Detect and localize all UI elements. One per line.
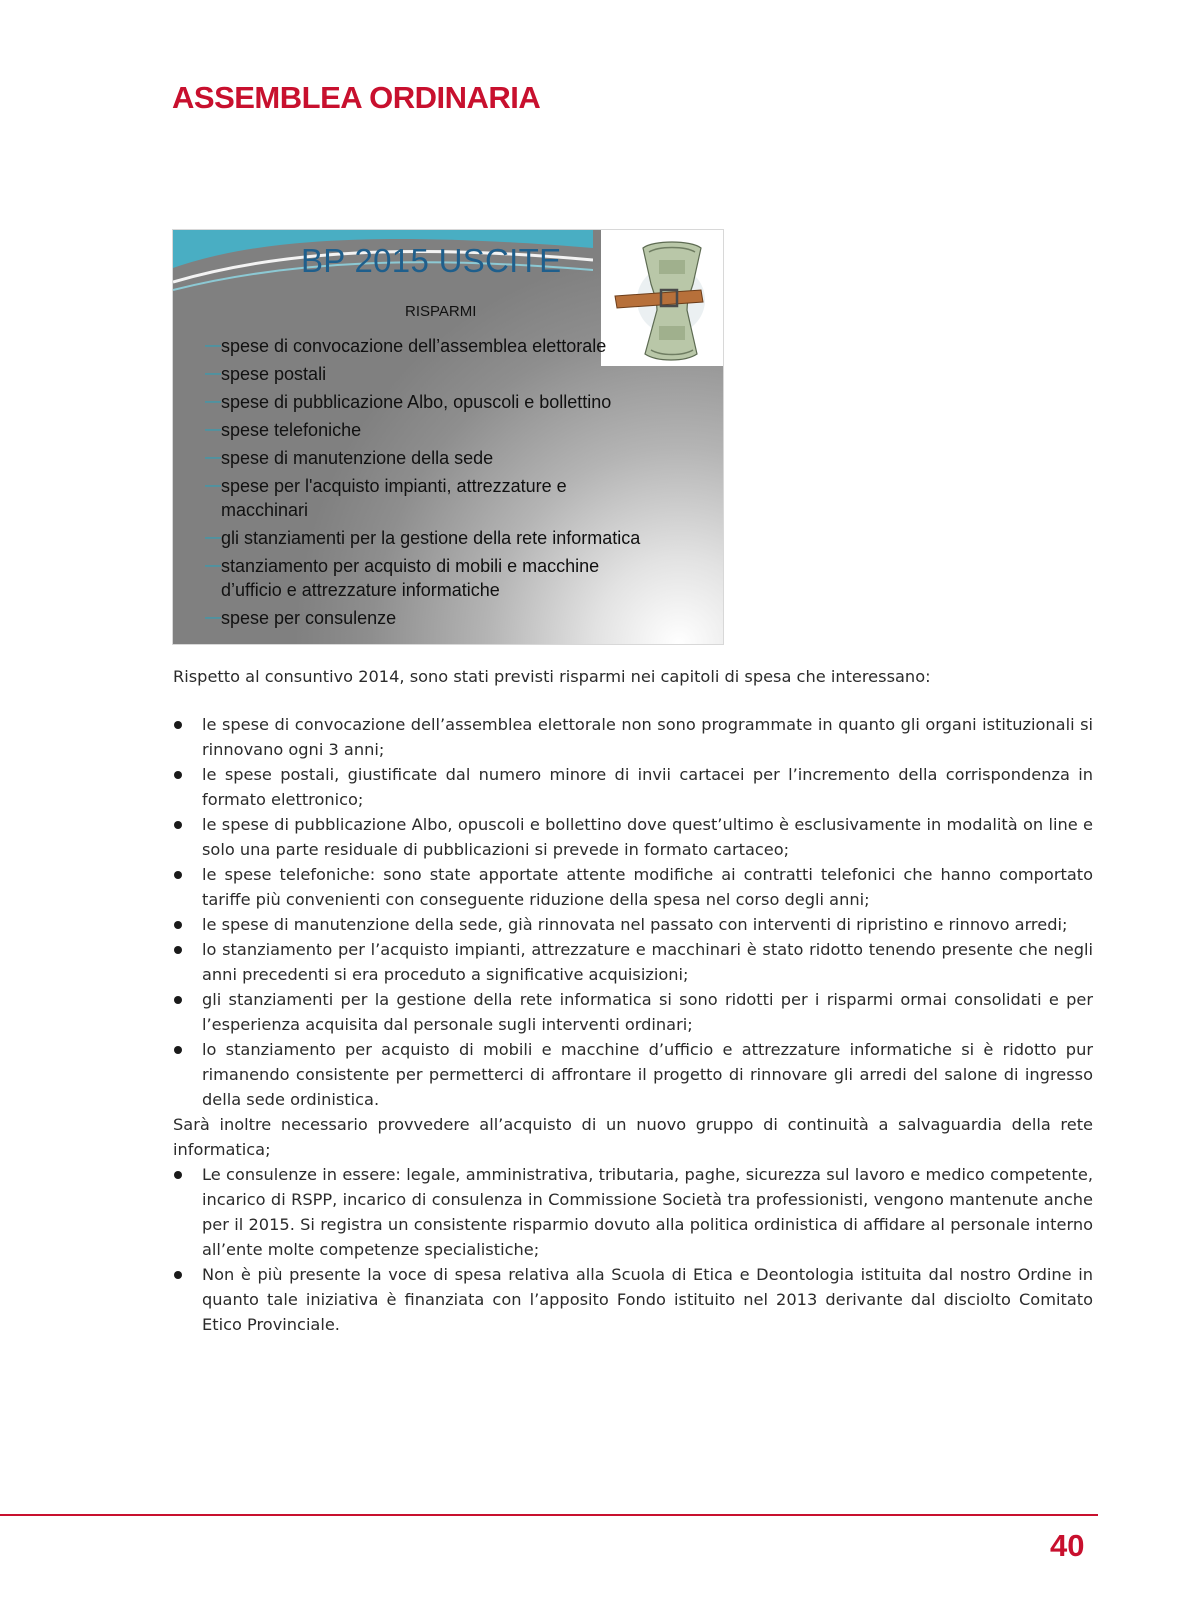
bullet-dot-icon [174,921,182,929]
dash-bullet-icon: — [205,609,221,626]
list-item: le spese telefoniche: sono state apportate attente modifiche ai contratti telefonici che hanno comportato tariffe più convenienti con conseguente riduzione della spesa nel corso degli anni; [173,862,1093,912]
body-text [173,664,1093,1337]
dash-bullet-icon: — [205,557,221,574]
slide-bullet-list [205,334,715,634]
list-item: Non è più presente la voce di spesa relativa alla Scuola di Etica e Deontologia istituita dal nostro Ordine in quanto tale iniziativa è finanziata con l’apposito Fondo istituito nel 2013 derivante dal disciolto Comitato Etico Provinciale. [173,1262,1093,1337]
bullet-dot-icon [174,1171,182,1179]
list-item: le spese postali, giustificate dal numero minore di invii cartacei per l’incremento della corrispondenza in formato elettronico; [173,762,1093,812]
bullet-dot-icon [174,1271,182,1279]
dash-bullet-icon: — [205,337,221,354]
slide-list-item: — spese postali [205,364,327,384]
footer-divider [0,1514,1098,1516]
dash-bullet-icon: — [205,529,221,546]
list-item: lo stanziamento per l’acquisto impianti, attrezzature e macchinari è stato ridotto tenendo presente che negli anni precedenti si era proceduto a significative acquisizioni; [173,937,1093,987]
bullet-dot-icon [174,821,182,829]
presentation-slide-image [173,230,723,644]
bullet-dot-icon [174,721,182,729]
consulting-bullet-list [173,1162,1093,1337]
slide-list-item: — stanziamento per acquisto di mobili e macchine d’ufficio e attrezzature informatiche [205,556,600,600]
slide-list-item: — spese per consulenze [205,608,397,628]
dash-bullet-icon: — [205,365,221,382]
bullet-dot-icon [174,996,182,1004]
ups-paragraph: Sarà inoltre necessario provvedere all’acquisto di un nuovo gruppo di continuità a salvaguardia della rete informatica; [173,1115,1093,1159]
list-item: le spese di pubblicazione Albo, opuscoli e bollettino dove quest’ultimo è esclusivamente in modalità on line e solo una parte residuale di pubblicazioni si prevede in formato cartaceo; [173,812,1093,862]
slide-subtitle: RISPARMI [405,303,477,320]
bullet-dot-icon [174,871,182,879]
dash-bullet-icon: — [205,421,221,438]
list-item: lo stanziamento per acquisto di mobili e macchine d’ufficio e attrezzature informatiche si è ridotto pur rimanendo consistente per permetterci di affrontare il progetto di rinnovare gli arredi del salone di ingresso della sede ordinistica. [173,1037,1093,1112]
list-item: le spese di manutenzione della sede, già rinnovata nel passato con interventi di ripristino e rinnovo arredi; [173,912,1093,937]
slide-list-item: — spese di manutenzione della sede [205,448,494,468]
page-title: ASSEMBLEA ORDINARIA [172,80,541,115]
page-number: 40 [1050,1528,1085,1563]
bullet-dot-icon [174,946,182,954]
slide-title: BP 2015 USCITE [301,242,562,279]
savings-bullet-list [173,712,1093,1112]
list-item: Le consulenze in essere: legale, amministrativa, tributaria, paghe, sicurezza sul lavoro e medico competente, incarico di RSPP, incarico di consulenza in Commissione Società tra professionisti, vengono mantenute anche per il 2015. Si registra un consistente risparmio dovuto alla politica ordinistica di affidare al personale interno all’ente molte competenze specialistiche; [173,1162,1093,1262]
slide-list-item: — spese per l'acquisto impianti, attrezzature e macchinari [205,476,567,520]
bullet-dot-icon [174,771,182,779]
list-item: le spese di convocazione dell’assemblea elettorale non sono programmate in quanto gli organi istituzionali si rinnovano ogni 3 anni; [173,712,1093,762]
slide-list-item: — spese di convocazione dell’assemblea elettorale [205,336,607,356]
slide-list-item: — spese telefoniche [205,420,362,440]
list-item: gli stanziamenti per la gestione della rete informatica si sono ridotti per i risparmi ormai consolidati e per l’esperienza acquisita dal personale sugli interventi ordinari; [173,987,1093,1037]
bullet-dot-icon [174,1046,182,1054]
intro-paragraph: Rispetto al consuntivo 2014, sono stati previsti risparmi nei capitoli di spesa che interessano: [173,667,931,686]
slide-list-item: — spese di pubblicazione Albo, opuscoli e bollettino [205,392,612,412]
dash-bullet-icon: — [205,449,221,466]
dash-bullet-icon: — [205,393,221,410]
slide-list-item: — gli stanziamenti per la gestione della rete informatica [205,528,641,548]
dash-bullet-icon: — [205,477,221,494]
